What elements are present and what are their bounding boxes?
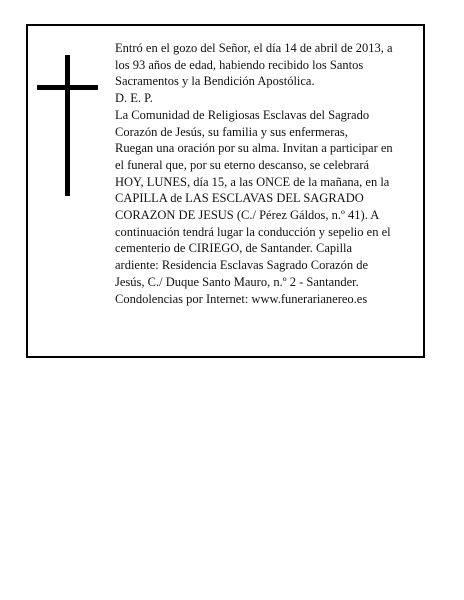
cross-horizontal-bar: [37, 85, 98, 90]
condolences-line: Condolencias por Internet: www.funerarianereo.es: [115, 291, 368, 306]
notice-line: CAPILLA de LAS ESCLAVAS DEL SAGRADO: [115, 191, 364, 206]
cross-vertical-bar: [65, 55, 70, 196]
notice-line: Ruegan una oración por su alma. Invitan a participar en: [115, 141, 393, 156]
notice-line: el funeral que, por su eterno descanso, se celebrará: [115, 157, 370, 172]
notice-line: ardiente: Residencia Esclavas Sagrado Corazón de: [115, 258, 369, 273]
notice-line: Sacramentos y la Bendición Apostólica.: [115, 74, 315, 89]
notice-line: HOY, LUNES, día 15, a las ONCE de la mañana, en la: [115, 174, 390, 189]
notice-text: [115, 40, 420, 307]
notice-line: los 93 años de edad, habiendo recibido los Santos: [115, 57, 364, 72]
notice-line: cementerio de CIRIEGO, de Santander. Capilla: [115, 241, 353, 256]
notice-line: Jesús, C./ Duque Santo Mauro, n.º 2 - Santander.: [115, 274, 359, 289]
notice-line: La Comunidad de Religiosas Esclavas del Sagrado: [115, 107, 370, 122]
notice-line: continuación tendrá lugar la conducción y sepelio en el: [115, 224, 391, 239]
rip-line: D. E. P.: [115, 91, 153, 106]
notice-line: Entró en el gozo del Señor, el día 14 de abril de 2013, a: [115, 41, 393, 55]
notice-line: CORAZON DE JESUS (C./ Pérez Gáldos, n.º 41). A: [115, 208, 380, 223]
notice-line: Corazón de Jesús, su familia y sus enfermeras,: [115, 124, 348, 139]
